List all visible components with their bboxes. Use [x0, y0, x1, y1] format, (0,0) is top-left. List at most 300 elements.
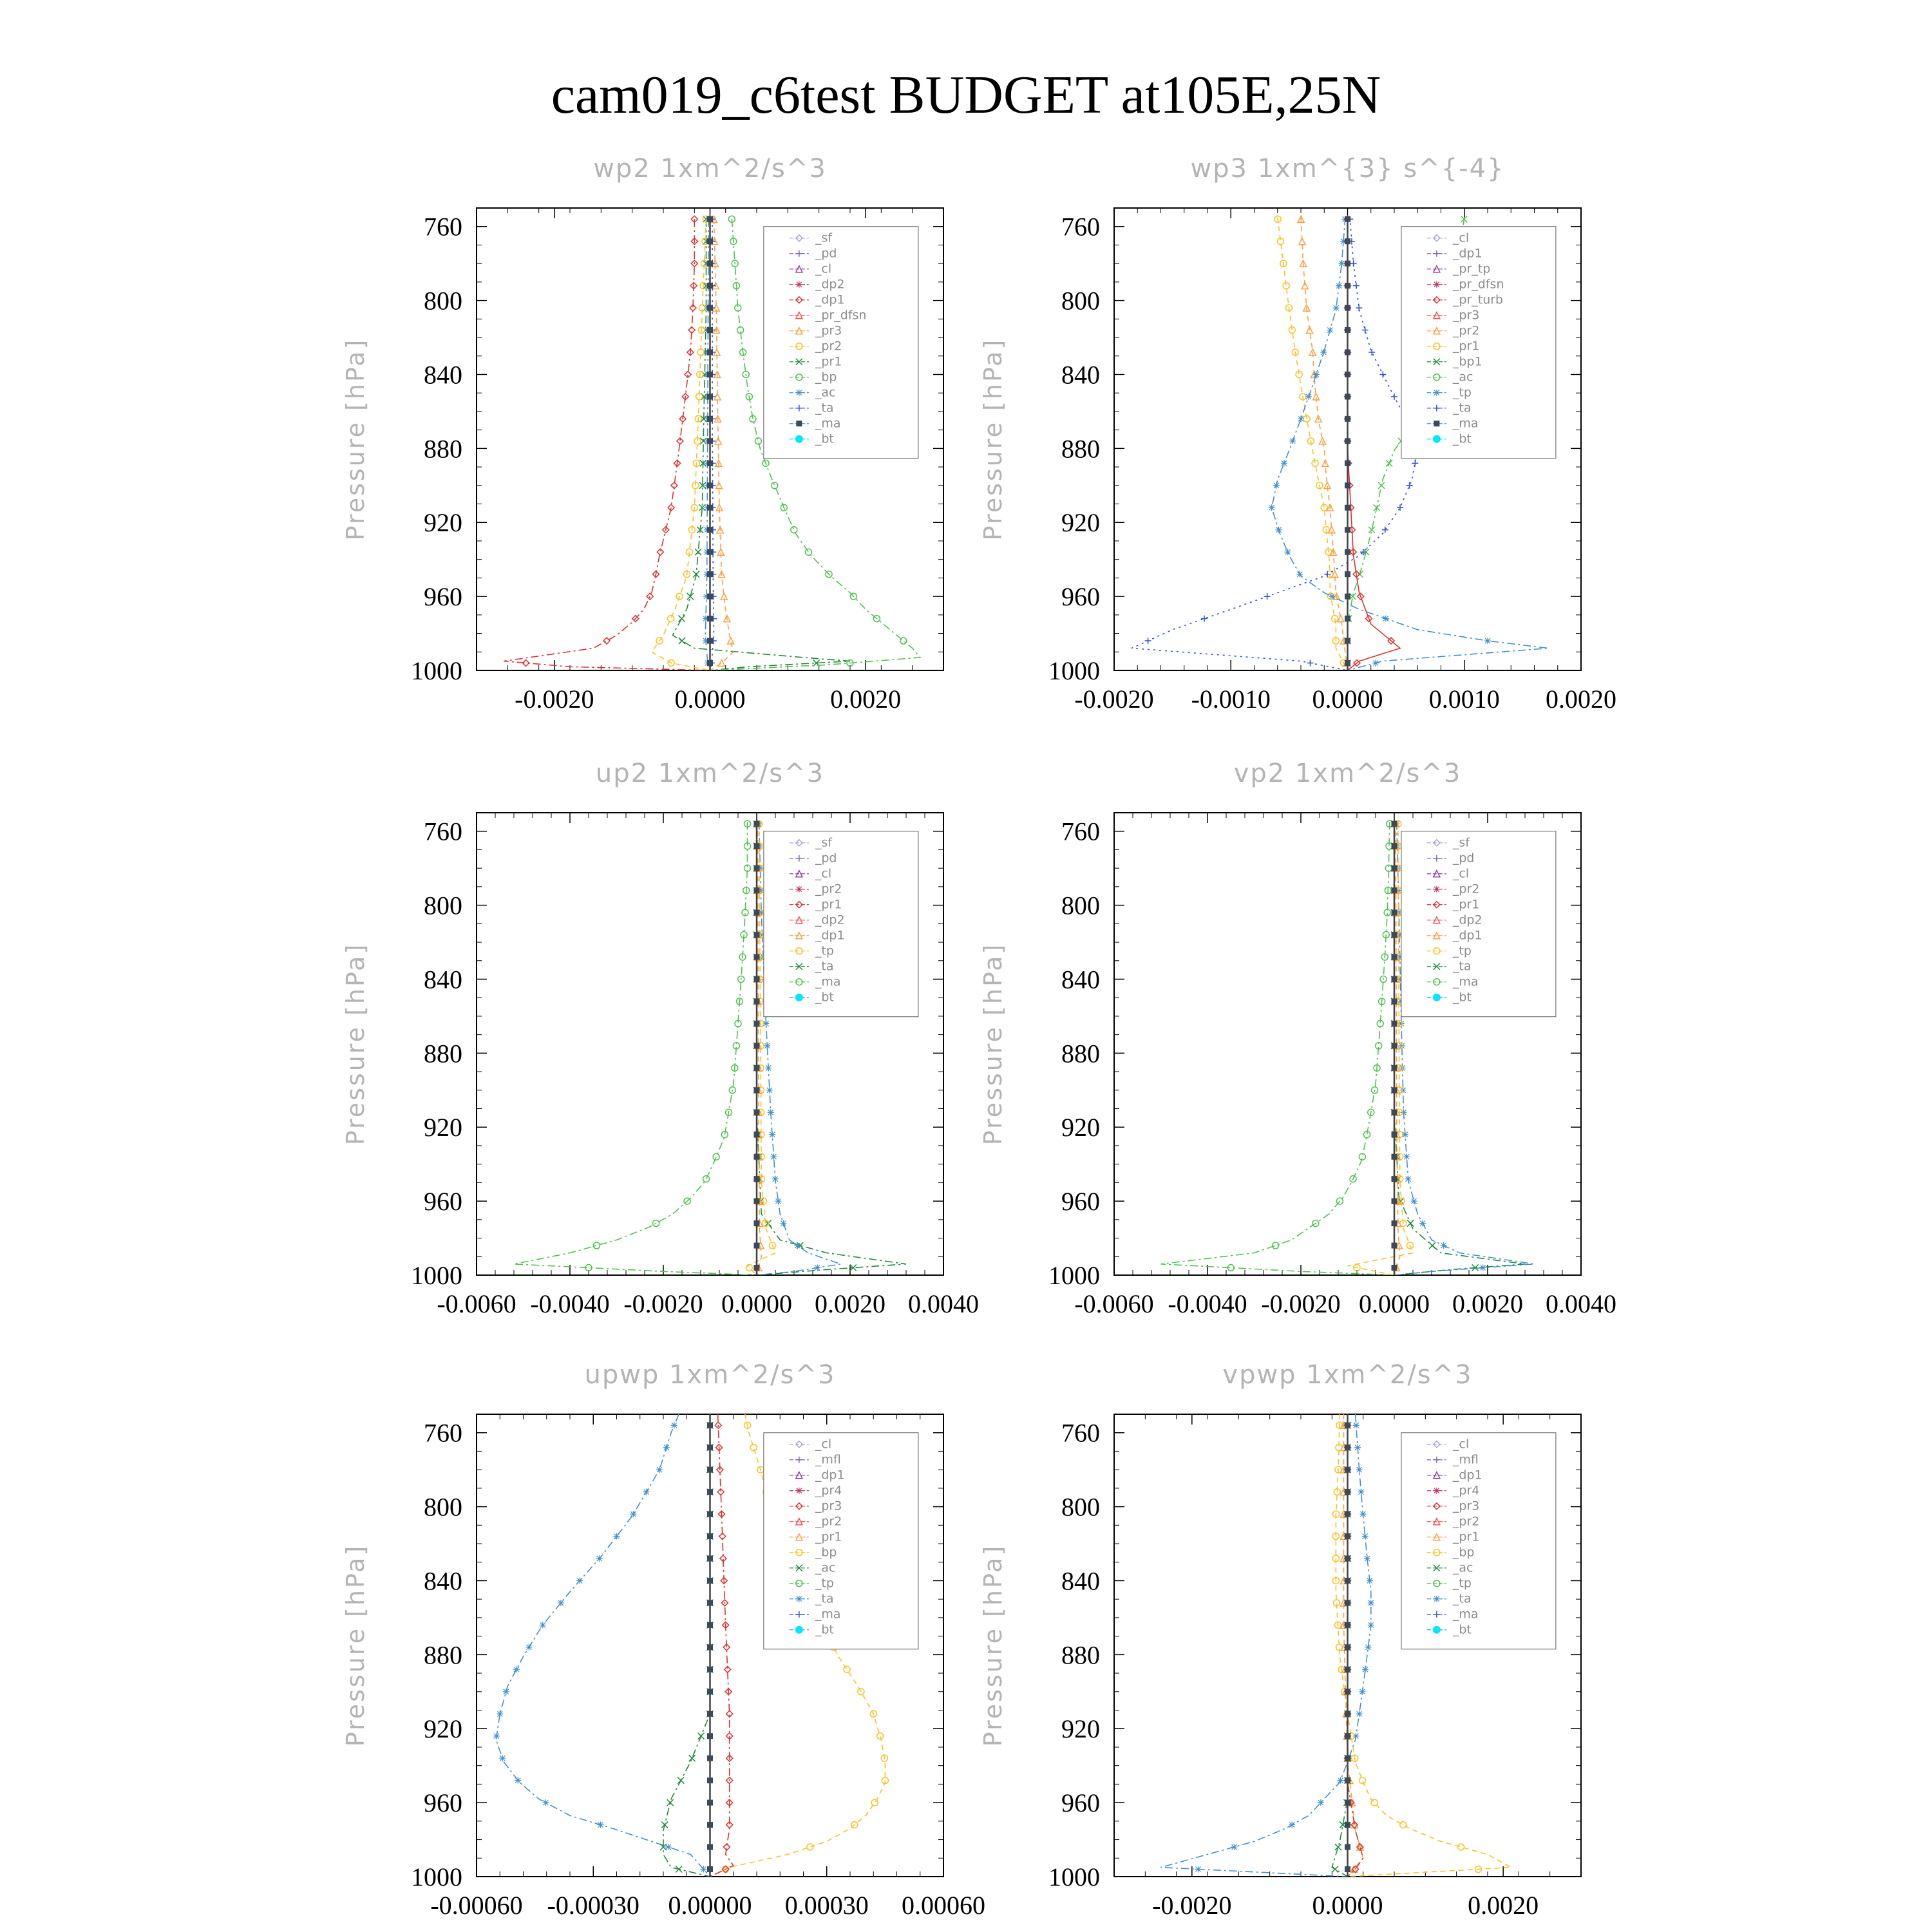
- legend-label: _bp: [815, 1545, 837, 1560]
- series-line-_ta: [1132, 217, 1417, 670]
- panel-3: [341, 759, 979, 1318]
- series-marker-_bt: [708, 216, 713, 222]
- legend-label: _ta: [815, 1591, 834, 1606]
- series-marker-_tp: [775, 1198, 781, 1204]
- series-marker-_bt: [1345, 1490, 1350, 1495]
- y-axis-label: Pressure [hPa]: [341, 337, 370, 541]
- legend-label: _pr3: [1452, 308, 1480, 323]
- series-marker-_tp: [558, 1600, 564, 1606]
- series-marker-_tp: [597, 1822, 603, 1828]
- legend-label: _pr2: [1452, 1514, 1480, 1529]
- x-tick-label: 0.0000: [1312, 1891, 1383, 1920]
- series-marker-_bt: [1345, 1689, 1350, 1694]
- series-marker-_tp: [1273, 482, 1280, 489]
- panel-5: [341, 1360, 985, 1920]
- series-marker-_bt: [754, 1043, 759, 1048]
- series-marker-_bp1: [1378, 482, 1385, 489]
- y-tick-label: 880: [424, 434, 462, 464]
- legend-label: _pd: [1452, 851, 1475, 866]
- x-tick-label: 0.00060: [902, 1891, 985, 1920]
- y-axis-label: Pressure [hPa]: [979, 1544, 1007, 1747]
- series-marker-_bt: [708, 372, 713, 377]
- series-marker-_tp: [1336, 283, 1342, 289]
- series-marker-_tp: [1383, 616, 1389, 622]
- series-marker-_bt: [708, 1490, 713, 1495]
- series-marker-_bt: [1345, 483, 1350, 488]
- legend-label: _dp1: [815, 1468, 845, 1482]
- series-marker-_tp: [814, 1265, 820, 1271]
- series-marker-_tp: [576, 1577, 583, 1584]
- series-marker-_bt: [754, 976, 759, 981]
- series-marker-_bt: [754, 910, 759, 915]
- series-marker-_bt: [708, 1734, 713, 1739]
- series-marker-_bt: [1345, 328, 1350, 333]
- series-marker-_bt: [1392, 954, 1397, 960]
- series-marker-_ac: [667, 1799, 674, 1806]
- series-marker-_dp1: [685, 371, 691, 377]
- series-marker-_ta: [1362, 327, 1368, 334]
- series-marker-_bt: [708, 1578, 713, 1583]
- legend-label: _pr_dfsn: [815, 308, 867, 323]
- legend-label: _ta: [815, 401, 834, 415]
- series-marker-_bt: [1392, 1265, 1397, 1271]
- series-marker-_pr2: [668, 616, 674, 622]
- series-marker-_bt: [754, 888, 759, 893]
- y-axis-label: Pressure [hPa]: [341, 1544, 370, 1747]
- series-marker-_bt: [1392, 1243, 1397, 1248]
- x-tick-label: -0.0060: [1074, 1289, 1154, 1318]
- series-marker-_bt: [708, 1667, 713, 1672]
- legend-label: _pr1: [1452, 897, 1480, 912]
- legend-label: _ma: [815, 416, 841, 431]
- series-marker-_bt: [1392, 866, 1397, 871]
- series-marker-_ac: [698, 1733, 705, 1739]
- series-marker-_tp: [1353, 1422, 1359, 1428]
- series-line-_dp1: [710, 1414, 734, 1877]
- series-marker-_bt: [1392, 1221, 1397, 1226]
- series-marker-_ac: [1332, 1866, 1338, 1873]
- series-marker-_tp: [513, 1666, 520, 1672]
- legend-marker: [1434, 390, 1440, 396]
- legend-label: _tp: [815, 943, 834, 958]
- series-marker-_tp: [526, 1644, 532, 1651]
- x-tick-label: 0.0020: [830, 685, 902, 714]
- series-marker-_bt: [708, 661, 713, 666]
- series-marker-_bt: [1392, 1110, 1397, 1115]
- legend-marker: [796, 1488, 802, 1494]
- series-marker-_bt: [1345, 372, 1350, 377]
- series-marker-_bt: [708, 1423, 713, 1428]
- y-tick-label: 920: [1061, 1714, 1100, 1744]
- series-marker-_tp: [1367, 1577, 1373, 1584]
- series-marker-_tp: [1354, 1444, 1361, 1451]
- series-marker-_bt: [708, 1556, 713, 1561]
- series-marker-_tp: [1359, 1689, 1365, 1695]
- y-axis-label: Pressure [hPa]: [979, 942, 1007, 1146]
- y-tick-label: 760: [424, 212, 462, 242]
- series-marker-_bt: [708, 261, 713, 266]
- x-tick-label: 0.0000: [1359, 1289, 1430, 1318]
- series-marker-_bt: [754, 1243, 759, 1248]
- series-marker-_pr1: [1458, 1844, 1464, 1850]
- legend-label: _bt: [1452, 1622, 1472, 1637]
- legend-label: _pd: [815, 246, 837, 261]
- series-marker-_pr1: [844, 1666, 850, 1672]
- series-marker-_bt: [754, 1088, 759, 1093]
- series-marker-_tp: [1231, 1844, 1237, 1850]
- series-marker-_tp: [643, 1489, 650, 1495]
- series-marker-_tp: [671, 1422, 677, 1428]
- series-marker-_bt: [708, 1800, 713, 1805]
- x-tick-label: -0.0020: [515, 685, 594, 714]
- figure-title: cam019_c6test BUDGET at105E,25N: [551, 65, 1381, 125]
- series-marker-_tp: [630, 1511, 636, 1517]
- series-marker-_tp: [1318, 1799, 1324, 1806]
- series-marker-_tp: [493, 1733, 500, 1739]
- series-marker-_bt: [754, 1132, 759, 1137]
- legend-label: _ac: [1452, 1560, 1473, 1575]
- series-marker-_bp1: [1386, 460, 1392, 466]
- legend-label: _dp1: [1452, 246, 1482, 261]
- series-marker-_bt: [708, 1622, 713, 1627]
- series-marker-_tp: [503, 1689, 509, 1695]
- series-marker-_bt: [754, 1065, 759, 1070]
- series-marker-_bt: [754, 1265, 759, 1271]
- series-marker-_tp: [768, 1109, 774, 1115]
- series-marker-_tp: [1284, 549, 1291, 555]
- series-marker-_bt: [1345, 1734, 1350, 1739]
- series-marker-_bp: [806, 549, 812, 555]
- series-marker-_bp: [791, 527, 797, 533]
- legend-label: _bt: [815, 431, 834, 446]
- legend-label: _bp: [815, 370, 837, 384]
- legend-label: _bt: [1452, 990, 1472, 1005]
- series-marker-_ta: [1397, 504, 1403, 511]
- panel-4: [979, 759, 1616, 1318]
- series-marker-_tp: [1368, 1600, 1374, 1606]
- series-marker-_bt: [708, 328, 713, 333]
- legend-label: _pr_turb: [1452, 292, 1504, 307]
- y-tick-label: 1000: [411, 1261, 462, 1290]
- legend-marker: [1433, 435, 1441, 443]
- panel-title: vp2 1xm^2/s^3: [1233, 759, 1462, 788]
- legend-label: _pr1: [1452, 1530, 1480, 1544]
- legend-label: _dp1: [815, 292, 845, 307]
- legend-label: _ta: [1452, 959, 1472, 974]
- series-marker-_bt: [1345, 1645, 1350, 1650]
- legend-label: _dp2: [815, 913, 845, 927]
- series-marker-_bt: [1345, 239, 1350, 244]
- series-marker-_ta: [1368, 349, 1375, 355]
- legend-label: _ta: [1452, 1591, 1472, 1606]
- legend-marker: [1434, 421, 1439, 426]
- series-marker-_ta: [1382, 527, 1388, 533]
- series-marker-_ac: [1335, 1844, 1341, 1850]
- series-marker-_tp: [1305, 393, 1312, 400]
- series-marker-_bt: [708, 439, 713, 444]
- legend-label: _sf: [815, 835, 832, 850]
- y-tick-label: 960: [1061, 1788, 1100, 1818]
- y-tick-label: 960: [424, 582, 462, 612]
- legend-label: _ac: [1452, 370, 1473, 384]
- series-marker-_bt: [1345, 1800, 1350, 1805]
- series-line-_dp1: [504, 219, 710, 670]
- series-marker-_bt: [754, 933, 759, 938]
- series-marker-_tp: [772, 1176, 779, 1182]
- legend-label: _tp: [1452, 385, 1472, 400]
- legend-marker: [1434, 1488, 1440, 1494]
- legend-label: _pr3: [815, 323, 842, 338]
- series-marker-_ac: [689, 1755, 696, 1761]
- x-tick-label: 0.0020: [1452, 1289, 1523, 1318]
- y-tick-label: 880: [424, 1039, 462, 1068]
- x-tick-label: 0.0040: [908, 1289, 979, 1318]
- legend-label: _tp: [815, 1576, 834, 1591]
- legend: [764, 227, 918, 459]
- series-marker-_pr1: [858, 1689, 864, 1695]
- legend-marker: [795, 994, 803, 1001]
- series-marker-_bt: [1392, 976, 1397, 981]
- series-marker-_ta: [1307, 660, 1314, 667]
- series-marker-_pr1: [695, 549, 701, 555]
- series-marker-_bt: [1345, 616, 1350, 621]
- series-marker-_dp2: [1407, 1220, 1414, 1227]
- series-marker-_tp: [1405, 1176, 1412, 1182]
- y-tick-label: 840: [1061, 965, 1100, 994]
- y-tick-label: 840: [424, 965, 462, 994]
- legend-label: _pr3: [815, 1499, 842, 1513]
- legend-marker: [796, 886, 802, 893]
- y-tick-label: 1000: [1048, 656, 1100, 685]
- series-marker-_bt: [1345, 216, 1350, 222]
- series-marker-_bt: [708, 1534, 713, 1539]
- series-marker-_bt: [754, 1198, 759, 1204]
- legend-label: _pr1: [815, 354, 842, 369]
- series-marker-_pr1: [678, 616, 685, 622]
- series-marker-_bt: [708, 1844, 713, 1850]
- series-marker-_bt: [1392, 821, 1397, 826]
- series-marker-_bt: [708, 483, 713, 488]
- x-tick-label: 0.0020: [1468, 1891, 1539, 1920]
- y-tick-label: 1000: [411, 656, 462, 685]
- series-marker-_bt: [708, 572, 713, 577]
- series-marker-_tp: [1368, 1622, 1374, 1628]
- series-marker-_bt: [754, 866, 759, 871]
- legend-label: _dp1: [1452, 1468, 1482, 1482]
- y-tick-label: 1000: [411, 1862, 462, 1891]
- y-tick-label: 800: [424, 1492, 462, 1522]
- series-marker-_pr1: [807, 1844, 813, 1850]
- series-marker-_pr1: [687, 593, 694, 600]
- series-marker-_bt: [754, 954, 759, 960]
- series-marker-_bt: [1345, 460, 1350, 466]
- series-marker-_bt: [708, 1867, 713, 1872]
- series-marker-_ac: [661, 1822, 668, 1828]
- series-marker-_bt: [1345, 549, 1350, 554]
- legend-label: _pr1: [815, 897, 842, 912]
- y-tick-label: 920: [424, 1714, 462, 1744]
- series-marker-_bt: [1345, 283, 1350, 289]
- series-line-_dp1: [1161, 822, 1395, 1275]
- series-marker-_tp: [614, 1533, 620, 1540]
- legend-marker: [797, 421, 802, 426]
- legend-marker: [796, 390, 802, 396]
- legend-label: _bp1: [1452, 354, 1482, 369]
- series-marker-_bt: [1345, 1823, 1350, 1828]
- x-tick-label: -0.0060: [437, 1289, 516, 1318]
- series-marker-_tp: [770, 1153, 777, 1160]
- series-marker-_bt: [1345, 1778, 1350, 1783]
- legend-label: _dp1: [815, 928, 845, 943]
- series-marker-_bt: [1345, 1622, 1350, 1627]
- series-marker-_bt: [708, 1600, 713, 1605]
- legend-label: _ma: [1452, 1607, 1479, 1622]
- y-tick-label: 800: [1061, 891, 1100, 920]
- series-marker-_bt: [708, 239, 713, 244]
- legend-label: _mfl: [815, 1452, 841, 1467]
- series-marker-_bt: [1392, 1088, 1397, 1093]
- series-marker-_tp: [1362, 1533, 1368, 1540]
- x-tick-label: -0.0020: [623, 1289, 703, 1318]
- series-marker-_pr3: [728, 638, 734, 644]
- legend-label: _cl: [1452, 866, 1470, 881]
- series-marker-_bt: [1392, 999, 1397, 1004]
- series-marker-_dp2: [1429, 1242, 1435, 1249]
- series-marker-_bt: [1392, 1177, 1397, 1182]
- y-tick-label: 760: [1061, 212, 1100, 242]
- legend-marker: [1434, 886, 1440, 893]
- series-line-_tp: [1161, 1414, 1371, 1877]
- y-tick-label: 920: [424, 508, 462, 538]
- legend-marker: [795, 1626, 803, 1634]
- y-tick-label: 840: [424, 360, 462, 390]
- series-marker-_tp: [1338, 1777, 1344, 1784]
- series-marker-_tp: [1296, 571, 1303, 578]
- series-marker-_bt: [1345, 1445, 1350, 1450]
- series-marker-_ac: [677, 1777, 684, 1784]
- x-tick-label: 0.0040: [1546, 1289, 1616, 1318]
- series-marker-_bt: [708, 1467, 713, 1472]
- legend-label: _pr2: [815, 1514, 842, 1529]
- series-marker-_bt: [1345, 1711, 1350, 1716]
- legend-label: _cl: [1452, 231, 1470, 245]
- series-marker-_bt: [1392, 1132, 1397, 1137]
- legend-label: _cl: [1452, 1437, 1470, 1452]
- legend-label: _pr1: [815, 1530, 842, 1544]
- series-marker-_tp: [780, 1220, 786, 1227]
- series-marker-_ta: [1353, 283, 1359, 289]
- series-marker-_tp: [515, 1777, 521, 1784]
- legend-label: _ac: [815, 385, 836, 400]
- series-marker-_bt: [1392, 888, 1397, 893]
- legend: [1401, 831, 1556, 1017]
- series-marker-_bt: [1345, 527, 1350, 533]
- series-marker-_bt: [708, 1711, 713, 1716]
- series-marker-_bt: [708, 1645, 713, 1650]
- series-marker-_bt: [1345, 1756, 1350, 1761]
- series-marker-_pr1: [1359, 1777, 1366, 1784]
- legend-label: _ma: [1452, 974, 1479, 989]
- x-tick-label: 0.00000: [668, 1891, 752, 1920]
- series-marker-_tp: [794, 1242, 800, 1249]
- series-marker-_bt: [1345, 1578, 1350, 1583]
- series-marker-_bt: [1392, 1154, 1397, 1159]
- x-tick-label: 0.0000: [721, 1289, 792, 1318]
- series-marker-_bt: [1345, 1534, 1350, 1539]
- legend-label: _tp: [1452, 1576, 1472, 1591]
- y-tick-label: 960: [1061, 582, 1100, 612]
- series-marker-_tp: [1480, 1265, 1486, 1271]
- series-marker-_tp: [1289, 438, 1296, 444]
- series-line-_pr2: [652, 219, 710, 670]
- legend-label: _ta: [815, 959, 834, 974]
- series-marker-_bt: [1345, 638, 1350, 643]
- series-marker-_tp: [1195, 1866, 1202, 1873]
- series-marker-_ta: [1412, 460, 1418, 466]
- series-marker-_bt: [708, 460, 713, 466]
- series-marker-_bt: [708, 1823, 713, 1828]
- series-marker-_bt: [1345, 572, 1350, 577]
- legend-marker: [1433, 1626, 1441, 1634]
- series-marker-_tp: [766, 1087, 773, 1094]
- series-marker-_bp: [772, 482, 778, 489]
- series-marker-_dp1: [713, 1153, 719, 1160]
- series-marker-_tp: [499, 1755, 506, 1761]
- y-tick-label: 920: [1061, 1113, 1100, 1142]
- legend-label: _bt: [815, 990, 834, 1005]
- series-marker-_tp: [1364, 1555, 1370, 1562]
- series-marker-_bt: [1345, 505, 1350, 510]
- series-marker-_tp: [497, 1710, 503, 1717]
- legend-label: _pr_dfsn: [1452, 277, 1504, 292]
- series-marker-_bt: [708, 616, 713, 621]
- panel-2: [979, 154, 1616, 714]
- legend-marker: [796, 281, 802, 288]
- series-marker-_bt: [708, 1445, 713, 1450]
- y-tick-label: 760: [424, 1418, 462, 1448]
- series-marker-_bt: [1345, 350, 1350, 355]
- legend-label: _pd: [815, 851, 837, 866]
- series-marker-_ta: [1406, 482, 1413, 489]
- series-marker-_bt: [1345, 1867, 1350, 1872]
- x-tick-label: 0.0000: [1312, 685, 1383, 714]
- series-marker-_tp: [1298, 415, 1304, 422]
- panel-title: up2 1xm^2/s^3: [595, 759, 825, 788]
- series-marker-_bt: [1345, 1511, 1350, 1517]
- series-marker-_pr1: [871, 1799, 878, 1806]
- y-tick-label: 920: [1061, 508, 1100, 538]
- series-marker-_bt: [754, 999, 759, 1004]
- series-marker-_bp: [900, 638, 907, 644]
- y-tick-label: 920: [424, 1113, 462, 1142]
- legend-label: _bt: [1452, 431, 1472, 446]
- series-marker-_bt: [1345, 1467, 1350, 1472]
- panel-1: [341, 154, 943, 714]
- y-tick-label: 880: [1061, 1640, 1100, 1670]
- series-marker-_pr2: [1299, 238, 1305, 245]
- x-tick-label: -0.0020: [1074, 685, 1154, 714]
- series-marker-_tp: [1329, 593, 1335, 600]
- legend-label: _ma: [1452, 416, 1479, 431]
- y-tick-label: 800: [424, 286, 462, 316]
- series-marker-_ta: [1264, 593, 1271, 600]
- series-marker-_tp: [1403, 1153, 1410, 1160]
- series-marker-_ac: [676, 1866, 682, 1873]
- series-marker-_bt: [708, 350, 713, 355]
- x-tick-label: -0.0010: [1191, 685, 1271, 714]
- series-marker-_tp: [1333, 305, 1340, 311]
- series-marker-_bt: [708, 527, 713, 533]
